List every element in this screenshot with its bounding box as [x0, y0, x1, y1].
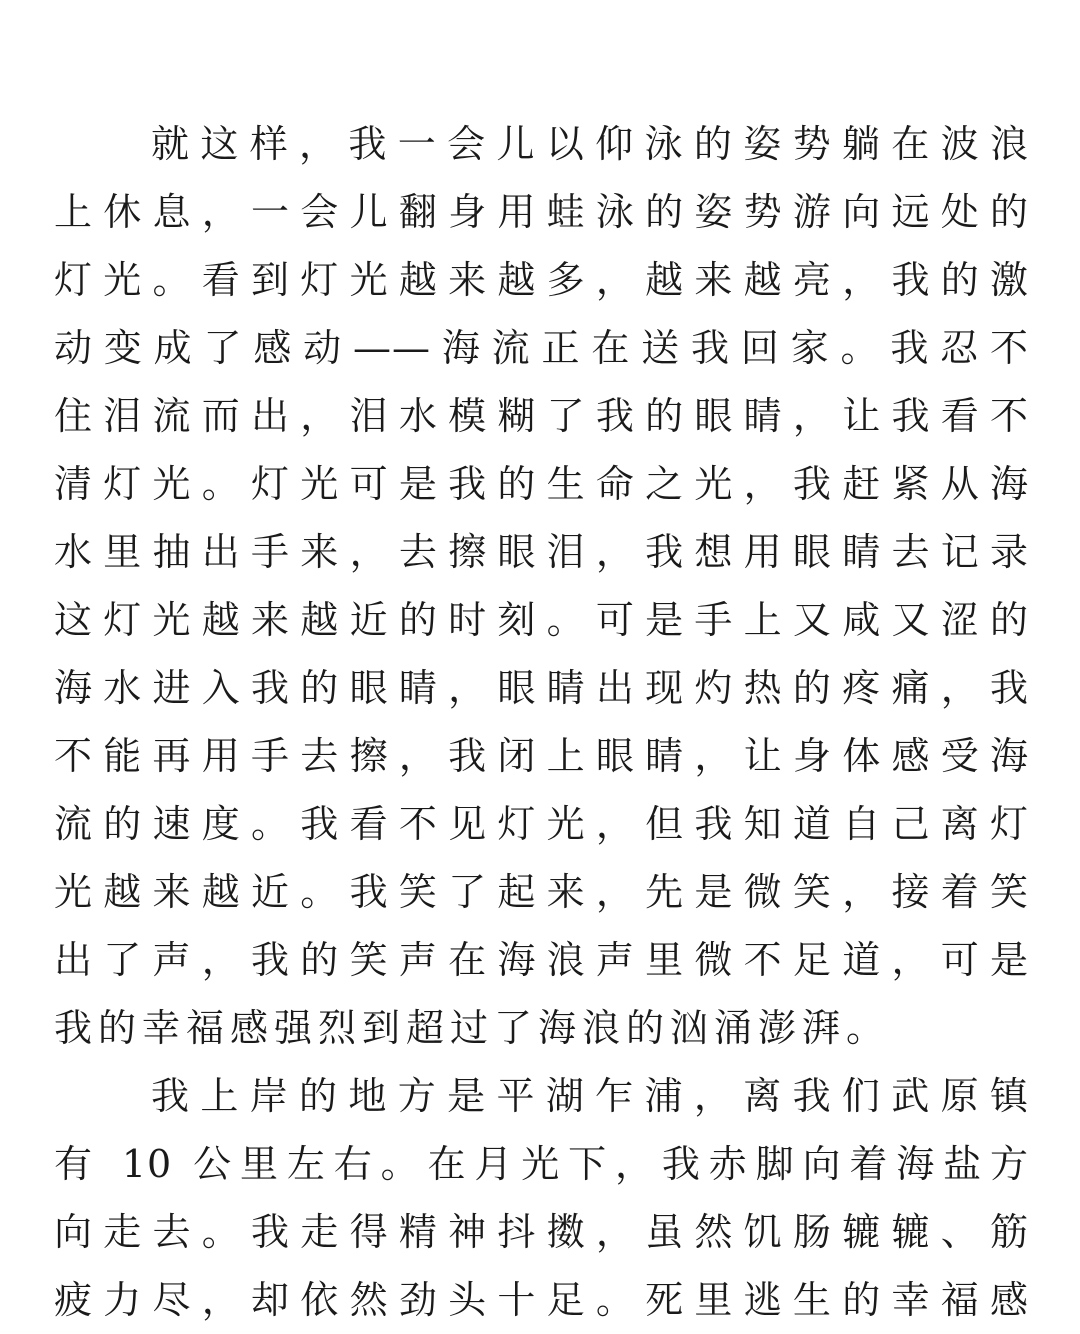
body-text [54, 110, 1029, 1334]
text-line: 灯光。看到灯光越来越多，越来越亮，我的激 [54, 258, 1029, 302]
text-line: 光越来越近。我笑了起来，先是微笑，接着笑 [54, 870, 1029, 914]
text-line: 向走去。我走得精神抖擞，虽然饥肠辘辘、筋 [54, 1210, 1029, 1254]
paragraph [54, 1062, 1029, 1334]
text-line: 住泪流而出，泪水模糊了我的眼睛，让我看不 [54, 394, 1029, 438]
paragraph [54, 110, 1029, 1062]
text-line: 这灯光越来越近的时刻。可是手上又咸又涩的 [54, 598, 1029, 642]
text-line: 不能再用手去擦，我闭上眼睛，让身体感受海 [54, 734, 1029, 778]
text-line: 流的速度。我看不见灯光，但我知道自己离灯 [54, 802, 1029, 846]
text-line: 上休息，一会儿翻身用蛙泳的姿势游向远处的 [54, 190, 1029, 234]
text-line: 出了声，我的笑声在海浪声里微不足道，可是 [54, 938, 1029, 982]
text-line: 清灯光。灯光可是我的生命之光，我赶紧从海 [54, 462, 1029, 506]
text-line: 我的幸福感强烈到超过了海浪的汹涌澎湃。 [54, 1006, 891, 1050]
text-line: 水里抽出手来，去擦眼泪，我想用眼睛去记录 [54, 530, 1029, 574]
text-line: 我上岸的地方是平湖乍浦，离我们武原镇 [151, 1074, 1029, 1118]
text-line: 海水进入我的眼睛，眼睛出现灼热的疼痛，我 [54, 666, 1029, 710]
text-line: 疲力尽，却依然劲头十足。死里逃生的幸福感 [54, 1278, 1029, 1322]
text-line: 动变成了感动——海流正在送我回家。我忍不 [54, 326, 1029, 370]
text-line: 就这样，我一会儿以仰泳的姿势躺在波浪 [151, 122, 1029, 166]
text-line: 有 10 公里左右。在月光下，我赤脚向着海盐方 [54, 1142, 1029, 1186]
